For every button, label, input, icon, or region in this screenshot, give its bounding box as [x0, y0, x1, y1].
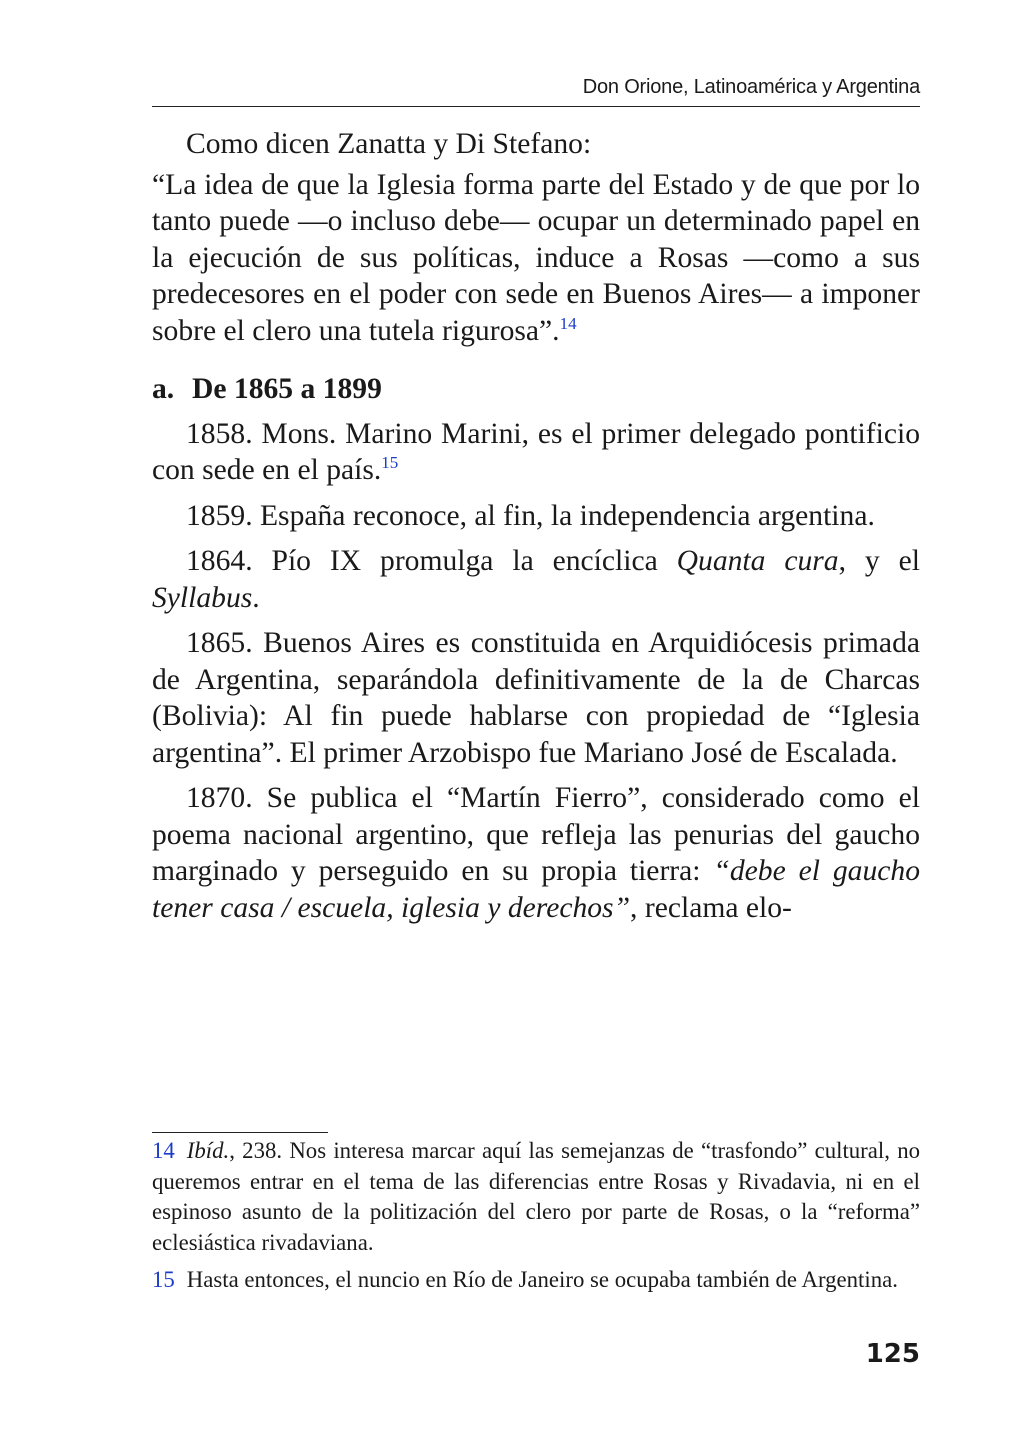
- paragraph-1858: [152, 416, 920, 489]
- footnote-14-text: , 238. Nos interesa marcar aquí las semejanzas de “trasfondo” cultural, no queremos entrar en el tema de las diferencias entre Rosas y Rivadavia, ni en el espinoso asunto de la politización del clero por parte de Rosas, o la “reforma” eclesiástica rivadaviana.: [152, 1138, 920, 1255]
- paragraph-1858-text: 1858. Mons. Marino Marini, es el primer delegado pontificio con sede en el país.: [152, 417, 920, 486]
- main-text: [152, 126, 920, 935]
- footnote-14-ibid: Ibíd.: [186, 1138, 230, 1163]
- footnote-15: [152, 1265, 920, 1296]
- paragraph-1864-part3: .: [252, 581, 260, 614]
- page-number: 125: [865, 1339, 920, 1369]
- section-number: a.: [152, 373, 175, 405]
- footnote-ref-14[interactable]: 14: [559, 313, 577, 333]
- footnote-15-text: Hasta entonces, el nuncio en Río de Janeiro se ocupaba también de Argentina.: [186, 1267, 898, 1292]
- paragraph-1859: 1859. España reconoce, al fin, la independencia argentina.: [186, 499, 875, 532]
- quote-intro: Como dicen Zanatta y Di Stefano:: [186, 128, 592, 160]
- paragraph-1864: [152, 543, 920, 616]
- footnote-14: [152, 1136, 920, 1258]
- title-syllabus: Syllabus: [152, 581, 253, 614]
- footnote-ref-15[interactable]: 15: [381, 453, 399, 472]
- footnote-15-number[interactable]: 15: [152, 1267, 175, 1292]
- running-title: Don Orione, Latinoamérica y Argentina: [582, 76, 920, 98]
- footnote-divider: [152, 1132, 328, 1133]
- section-title: De 1865 a 1899: [192, 373, 382, 405]
- block-quote-text: “La idea de que la Iglesia forma parte del Estado y de que por lo tanto puede —o incluso debe— ocupar un determinado papel en la ejecución de sus políticas, induce a Rosas —como a sus predecesores en el poder con sede en Buenos Aires— a imponer sobre el clero una tutela rigurosa”.: [152, 168, 920, 347]
- footnote-14-number[interactable]: 14: [152, 1138, 175, 1163]
- block-quote: [152, 167, 920, 350]
- running-header: [152, 72, 920, 107]
- paragraph-1864-part1: 1864. Pío IX promulga la encíclica: [186, 545, 677, 577]
- title-quanta-cura: Quanta cura: [676, 545, 839, 577]
- section-heading: [152, 371, 920, 408]
- paragraph-1864-part2: , y el: [838, 545, 920, 577]
- paragraph-1870-part1: 1870. Se publica el “Martín Fierro”, considerado como el poema nacional argentino, que refleja las penurias del gaucho marginado y perseguido en su propia tierra:: [152, 782, 920, 887]
- martin-fierro-quote: “debe el gaucho tener casa / escuela, iglesia y derechos”: [152, 855, 920, 924]
- paragraph-1865: 1865. Buenos Aires es constituida en Arquidiócesis primada de Argentina, separándola definitivamente de la de Charcas (Bolivia): Al fin puede hablarse con propiedad de “Iglesia argentina”. El primer Arzobispo fue Mariano José de Escalada.: [152, 627, 920, 769]
- paragraph-1870: [152, 780, 920, 926]
- paragraph-1870-part2: , reclama elo-: [630, 891, 792, 924]
- footnotes: [152, 1136, 920, 1303]
